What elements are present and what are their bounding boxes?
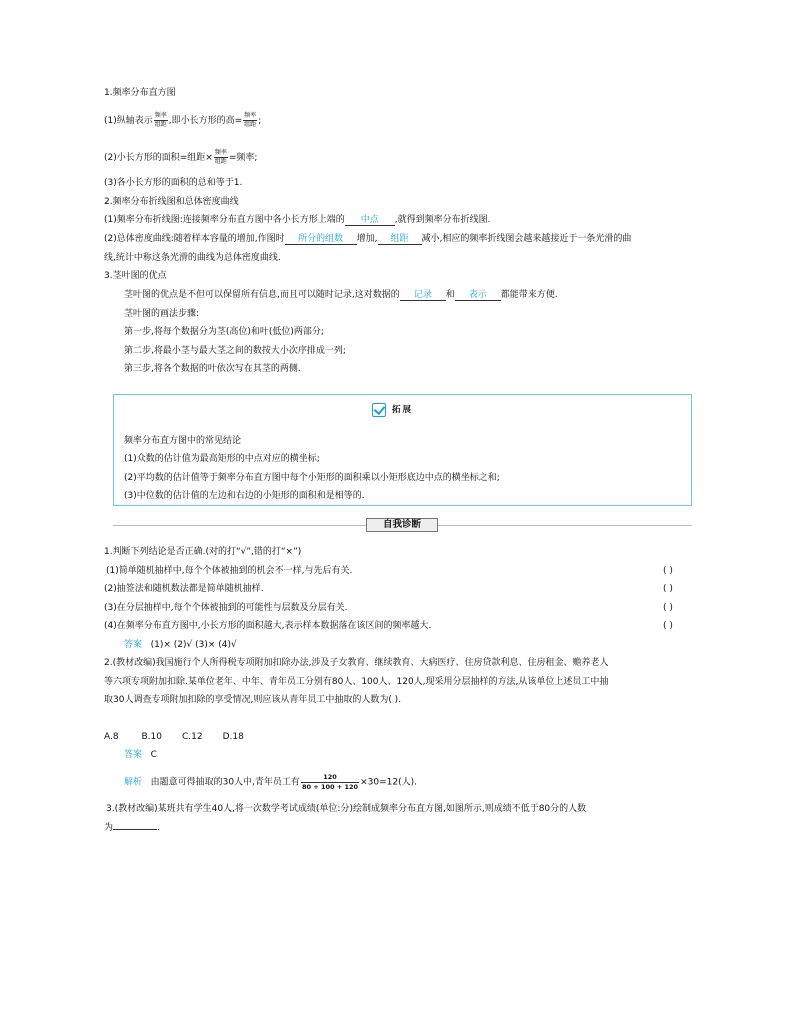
self-diagnosis-header bbox=[113, 518, 692, 532]
blank-record: 记录 bbox=[400, 291, 446, 301]
s1-line-2: (2)小长方形的面积=组距× 频率 组距 =频率; bbox=[104, 149, 258, 165]
extension-intro: 频率分布直方图中的常见结论 bbox=[124, 436, 242, 446]
s2-title: 2.频率分布折线图和总体密度曲线 bbox=[104, 197, 239, 207]
q1-item-2: (2)抽签法和随机数法都是简单随机抽样. bbox=[104, 584, 264, 594]
extension-line-3: (3)中位数的估计值的左边和右边的小矩形的面积和是相等的. bbox=[124, 491, 365, 501]
checkbox-icon bbox=[372, 403, 386, 417]
q1-item-3-paren: ( ) bbox=[663, 603, 673, 613]
blank-midpoint: 中点 bbox=[345, 216, 395, 226]
q3-line-1: 3.(教材改编)某班共有学生40人,将一次数学考试成绩(单位:分)绘制成频率分布直方图,如图所示,则成绩不低于80分的人数 bbox=[106, 804, 587, 814]
s2-line-3: 线,统计中称这条光滑的曲线为总体密度曲线. bbox=[104, 253, 281, 263]
q2-explanation: 解析 由题意可得抽取的30人中,青年员工有 $\frac{120}{80 + 100 + 120}$ ×30=12(人). bbox=[124, 773, 417, 791]
q2-line-2: 等六项专项附加扣除.某单位老年、中年、青年员工分别有80人、100人、120人,现采用分层抽样的方法,从该单位上述员工中抽 bbox=[104, 677, 609, 687]
extension-line-2: (2)平均数的估计值等于频率分布直方图中每个小矩形的面积乘以小矩形底边中点的横坐标之和; bbox=[124, 473, 500, 483]
q1-item-4-paren: ( ) bbox=[663, 621, 673, 631]
q1-item-4: (4)在频率分布直方图中,小长方形的面积越大,表示样本数据落在该区间的频率越大. bbox=[104, 621, 432, 631]
explanation-label: 解析 bbox=[124, 777, 143, 788]
q2-answer: 答案 C bbox=[124, 750, 157, 760]
s1-line-3: (3)各小长方形的面积的总和等于1. bbox=[104, 178, 243, 188]
blank-group-count: 所分的组数 bbox=[285, 235, 357, 245]
q1-item-1-paren: ( ) bbox=[663, 566, 673, 576]
answer-label: 答案 bbox=[124, 750, 143, 760]
s3-line-3: 第一步,将每个数据分为茎(高位)和叶(低位)两部分; bbox=[124, 327, 324, 337]
q2-options: A.8 B.10 C.12 D.18 bbox=[104, 732, 244, 742]
q2-line-3: 取30人调查专项附加扣除的享受情况,则应该从青年员工中抽取的人数为( ). bbox=[104, 695, 402, 705]
extension-title bbox=[372, 403, 413, 417]
q3-answer-blank bbox=[113, 829, 157, 830]
s3-title: 3.茎叶图的优点 bbox=[104, 271, 167, 281]
answer-label: 答案 bbox=[124, 640, 143, 650]
s2-line-1: (1)频率分布折线图:连接频率分布直方图中各小长方形上端的 中点 ,就得到频率分布折线图. bbox=[104, 215, 491, 225]
self-diagnosis-title: 自我诊断 bbox=[366, 518, 438, 532]
q2-line-1: 2.(教材改编)我国施行个人所得税专项附加扣除办法,涉及子女教育、继续教育、大病医疗、住房贷款利息、住房租金、赡养老人 bbox=[104, 658, 609, 668]
q3-line-2: 为 . bbox=[104, 823, 160, 833]
s1-line-1: (1)纵轴表示 频率 组距 ,即小长方形的高= 频率 组距 ; bbox=[104, 112, 262, 128]
s1-title: 1.频率分布直方图 bbox=[104, 88, 176, 98]
blank-represent: 表示 bbox=[455, 291, 501, 301]
blank-group-width: 组距 bbox=[378, 235, 422, 245]
s3-line-1: 茎叶图的优点是不但可以保留所有信息,而且可以随时记录,这对数据的 记录 和 表示 都能带来方便. bbox=[124, 290, 558, 300]
q1-answer: 答案 (1)× (2)√ (3)× (4)√ bbox=[124, 640, 237, 650]
s3-line-4: 第二步,将最小茎与最大茎之间的数按大小次序排成一列; bbox=[124, 346, 346, 356]
extension-title-text: 拓展 bbox=[392, 404, 414, 415]
q1-stem: 1.判断下列结论是否正确.(对的打“√”,错的打“×”) bbox=[104, 547, 302, 557]
extension-line-1: (1)众数的估计值为最高矩形的中点对应的横坐标; bbox=[124, 454, 320, 464]
q1-item-1: (1)简单随机抽样中,每个个体被抽到的机会不一样,与先后有关. bbox=[106, 566, 353, 576]
s3-line-2: 茎叶图的画法步骤: bbox=[124, 309, 200, 319]
s2-line-2: (2)总体密度曲线:随着样本容量的增加,作图时 所分的组数 增加, 组距 减小,相应的频率折线图会越来越接近于一条光滑的曲 bbox=[104, 234, 632, 244]
s3-line-5: 第三步,将各个数据的叶依次写在其茎的两侧. bbox=[124, 364, 301, 374]
q1-item-3: (3)在分层抽样中,每个个体被抽到的可能性与层数及分层有关. bbox=[104, 603, 348, 613]
q1-item-2-paren: ( ) bbox=[663, 584, 673, 594]
